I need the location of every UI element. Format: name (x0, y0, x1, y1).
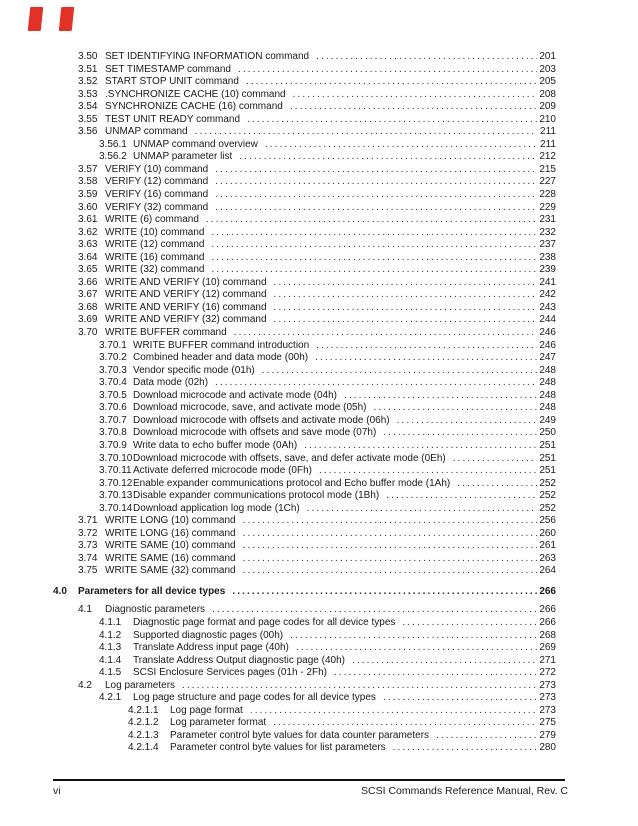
toc-entry-number: 3.70.11 (99, 465, 132, 477)
toc-entry-page: 246 (539, 327, 556, 339)
toc-entry (0, 139, 556, 152)
toc-entry (0, 553, 556, 566)
toc-entry-title: Download microcode with offsets and activate mode (06h) (133, 414, 390, 426)
toc-entry-number: 3.53 (78, 88, 98, 100)
toc-entry-page: 266 (539, 586, 556, 598)
dot-leader (289, 642, 537, 653)
toc-entry-number: 3.63 (78, 239, 98, 251)
toc-entry-title: WRITE BUFFER command introduction (133, 339, 310, 351)
toc-entry-title: WRITE (6) command (105, 214, 199, 226)
toc-entry-page: 264 (539, 565, 556, 577)
dot-leader (236, 565, 537, 576)
toc-entry-title: UNMAP parameter list (133, 151, 233, 163)
toc-entry (0, 377, 556, 390)
toc-entry (0, 264, 556, 277)
toc-entry-page: 227 (539, 176, 556, 188)
toc-entry-title: WRITE (12) command (105, 239, 205, 251)
toc-entry (0, 327, 556, 340)
toc-entry-number: 3.51 (78, 63, 98, 75)
toc-entry-number: 4.2 (78, 679, 92, 691)
toc-entry (0, 528, 556, 541)
dot-leader (376, 692, 537, 703)
toc-entry-page: 243 (539, 301, 556, 313)
toc-entry-page: 273 (539, 704, 556, 716)
toc-entry-page: 247 (539, 352, 556, 364)
toc-entry-title: WRITE (16) command (105, 251, 205, 263)
dot-leader (255, 365, 537, 376)
toc-entry-page: 209 (539, 101, 556, 113)
toc-entry-number: 4.0 (53, 586, 67, 598)
toc-entry-number: 3.70.7 (99, 414, 127, 426)
dot-leader (204, 264, 537, 275)
toc-entry-page: 228 (539, 189, 556, 201)
footer-divider (53, 779, 565, 781)
toc-entry-title: Download microcode with offsets and save mode (07h) (133, 427, 377, 439)
dot-leader (231, 64, 537, 75)
toc-entry-page: 256 (539, 515, 556, 527)
toc-entry-number: 3.57 (78, 163, 98, 175)
dot-leader (258, 139, 537, 150)
toc-entry (0, 667, 556, 680)
toc-entry-page: 260 (539, 527, 556, 539)
toc-entry-page: 229 (539, 201, 556, 213)
toc-entry-page: 252 (539, 477, 556, 489)
toc-entry-title: WRITE SAME (10) command (105, 540, 236, 552)
toc-entry-number: 4.2.1.4 (128, 742, 159, 754)
toc-entry-page: 203 (539, 63, 556, 75)
dot-leader (286, 89, 537, 100)
toc-entry (0, 515, 556, 528)
toc-entry-number: 4.1.4 (99, 654, 122, 666)
dot-leader (208, 377, 537, 388)
toc-entry-number: 3.58 (78, 176, 98, 188)
dot-leader (300, 503, 537, 514)
toc-entry-title: WRITE SAME (16) command (105, 552, 236, 564)
toc-entry-page: 252 (539, 490, 556, 502)
toc-entry-page: 251 (539, 439, 556, 451)
toc-entry-number: 3.56 (78, 126, 98, 138)
toc-entry-title: SET IDENTIFYING INFORMATION command (105, 51, 310, 62)
toc-entry-page: 261 (539, 540, 556, 552)
toc-entry (0, 314, 556, 327)
toc-entry-page: 248 (539, 364, 556, 376)
toc-entry-title: VERIFY (16) command (105, 189, 209, 201)
toc-entry-number: 3.73 (78, 540, 98, 552)
toc-entry-number: 4.1.1 (99, 616, 122, 628)
dot-leader (337, 390, 537, 401)
dot-leader (283, 630, 537, 641)
toc-entry-title: WRITE LONG (10) command (105, 515, 236, 527)
toc-entry (0, 151, 556, 164)
toc-entry-page: 248 (539, 389, 556, 401)
toc-entry (0, 465, 556, 478)
toc-entry-number: 3.70.12 (99, 477, 133, 489)
toc-entry-title: Log page structure and page codes for all device types (133, 692, 376, 704)
toc-entry-number: 3.70.13 (99, 490, 133, 502)
toc-entry (0, 164, 556, 177)
toc-entry-title: UNMAP command (105, 126, 188, 138)
toc-entry-title: START STOP UNIT command (105, 76, 239, 88)
dot-leader (376, 427, 537, 438)
toc-entry-title: Download application log mode (1Ch) (133, 502, 300, 514)
toc-entry-title: Disable expander communications protocol mode (1Bh) (133, 490, 380, 502)
dot-leader (283, 101, 537, 112)
toc-entry-number: 3.64 (78, 251, 98, 263)
toc-entry-page: 237 (539, 239, 556, 251)
toc-entry-page: 266 (539, 604, 556, 616)
toc-entry-title: WRITE AND VERIFY (16) command (105, 301, 267, 313)
toc-entry (0, 478, 556, 491)
dot-leader (309, 51, 537, 62)
toc-entry-page: 201 (539, 51, 556, 62)
toc-entry (0, 540, 556, 553)
toc-entry-title: SET TIMESTAMP command (105, 63, 231, 75)
toc-entry-number: 3.60 (78, 201, 98, 213)
toc-entry-number: 3.70.1 (99, 339, 127, 351)
red-annotation-marks (29, 7, 73, 31)
toc-entry-title: WRITE AND VERIFY (32) command (105, 314, 267, 326)
toc-entry-page: 251 (539, 465, 556, 477)
toc-entry-title: .SYNCHRONIZE CACHE (10) command (105, 88, 286, 100)
toc-entry-title: Translate Address input page (40h) (133, 642, 289, 654)
dot-leader (225, 586, 537, 597)
toc-entry (0, 692, 556, 705)
toc-entry-number: 3.71 (78, 515, 98, 527)
toc-entry (0, 680, 556, 693)
toc-entry-title: Log parameters (105, 679, 176, 691)
toc-entry-page: 275 (539, 717, 556, 729)
toc-entry-number: 3.70.6 (99, 402, 127, 414)
toc-entry (0, 742, 556, 755)
toc-entry-number: 3.50 (78, 51, 98, 62)
toc-entry (0, 427, 556, 440)
toc-entry (0, 202, 556, 215)
toc-entry-number: 4.2.1 (99, 692, 122, 704)
dot-leader (309, 340, 537, 351)
toc-entry (0, 503, 556, 516)
toc-entry-title: Download microcode and activate mode (04h) (133, 389, 337, 401)
toc-entry-title: Download microcode with offsets, save, and defer activate mode (0Eh) (133, 452, 446, 464)
toc-entry-page: 269 (539, 642, 556, 654)
toc-entry-title: Write data to echo buffer mode (0Ah) (133, 439, 298, 451)
toc-entry-title: Combined header and data mode (00h) (133, 352, 309, 364)
dot-leader (395, 617, 537, 628)
toc-entry-number: 4.2.1.2 (128, 717, 159, 729)
page-footer (53, 785, 568, 797)
toc-entry-page: 273 (539, 679, 556, 691)
toc-entry-page: 231 (539, 214, 556, 226)
toc-entry (0, 51, 556, 64)
toc-entry-title: SCSI Enclosure Services pages (01h - 2Fh) (133, 667, 327, 679)
toc-entry-page: 215 (539, 163, 556, 175)
dot-leader (390, 415, 537, 426)
dot-leader (267, 289, 537, 300)
toc-entry-number: 3.70.9 (99, 439, 127, 451)
toc-entry (0, 76, 556, 89)
toc-entry-number: 4.2.1.3 (128, 729, 159, 741)
toc-entry-number: 3.69 (78, 314, 98, 326)
toc-entry (0, 390, 556, 403)
toc-entry (0, 586, 556, 599)
toc-entry-title: Download microcode, save, and activate mode (05h) (133, 402, 367, 414)
toc-entry (0, 365, 556, 378)
footer-page-number: vi (53, 785, 61, 797)
toc-entry-title: VERIFY (10) command (105, 163, 209, 175)
dot-leader (243, 705, 537, 716)
toc-entry (0, 101, 556, 114)
toc-entry-number: 3.52 (78, 76, 98, 88)
toc-entry-number: 3.62 (78, 226, 98, 238)
red-annotation-mark (28, 7, 44, 31)
toc-entry-number: 3.56.1 (99, 138, 127, 150)
toc-entry-title: Log page format (170, 704, 243, 716)
toc-entry (0, 126, 556, 139)
dot-leader (175, 680, 537, 691)
toc-entry-title: TEST UNIT READY command (105, 113, 241, 125)
toc-entry-title: Parameter control byte values for data counter parameters (170, 729, 430, 741)
toc-entry-page: 210 (539, 113, 556, 125)
toc-entry (0, 730, 556, 743)
toc-entry-page: 272 (539, 667, 556, 679)
toc-entry-number: 3.55 (78, 113, 98, 125)
dot-leader (204, 227, 537, 238)
dot-leader (204, 239, 537, 250)
dot-leader (429, 730, 537, 741)
footer-document-title: SCSI Commands Reference Manual, Rev. C (361, 785, 568, 797)
toc-entry-title: WRITE (32) command (105, 264, 205, 276)
dot-leader (446, 453, 537, 464)
toc-entry-title: WRITE AND VERIFY (12) command (105, 289, 267, 301)
toc-entry (0, 277, 556, 290)
dot-leader (327, 667, 537, 678)
toc-entry-number: 3.54 (78, 101, 98, 113)
toc-entry (0, 453, 556, 466)
toc-entry (0, 189, 556, 202)
toc-entry-page: 211 (540, 126, 556, 138)
toc-entry-number: 3.70 (78, 327, 98, 339)
toc-entry-number: 3.70.2 (99, 352, 127, 364)
dot-leader (267, 314, 537, 325)
dot-leader (366, 402, 537, 413)
toc-entry-title: Vendor specific mode (01h) (133, 364, 255, 376)
toc-entry (0, 64, 556, 77)
toc-entry-title: Parameter control byte values for list parameters (170, 742, 386, 754)
toc-entry-title: WRITE BUFFER command (105, 327, 227, 339)
toc-entry-page: 242 (539, 289, 556, 301)
toc-entry-number: 3.68 (78, 301, 98, 313)
toc-entry-title: VERIFY (32) command (105, 201, 209, 213)
dot-leader (267, 302, 537, 313)
toc-entry (0, 227, 556, 240)
dot-leader (345, 655, 537, 666)
toc-entry (0, 402, 556, 415)
toc-entry-number: 3.67 (78, 289, 98, 301)
toc-entry-title: Enable expander communications protocol and Echo buffer mode (1Ah) (133, 477, 451, 489)
dot-leader (205, 604, 537, 615)
toc-entry-title: WRITE SAME (32) command (105, 565, 236, 577)
toc-entry (0, 340, 556, 353)
toc-entry-page: 246 (539, 339, 556, 351)
toc-entry-page: 268 (539, 629, 556, 641)
dot-leader (208, 202, 537, 213)
toc-entry-number: 3.61 (78, 214, 98, 226)
toc-entry-number: 3.75 (78, 565, 98, 577)
toc-entry-title: Diagnostic page format and page codes for all device types (133, 616, 396, 628)
toc-entry (0, 302, 556, 315)
toc-entry-page: 239 (539, 264, 556, 276)
toc-entry-page: 248 (539, 377, 556, 389)
toc-entry (0, 717, 556, 730)
toc-entry-page: 249 (539, 414, 556, 426)
toc-entry-page: 232 (539, 226, 556, 238)
toc-entry-title: Translate Address Output diagnostic page (40h) (133, 654, 345, 666)
toc-entry-page: 252 (539, 502, 556, 514)
toc-entry (0, 114, 556, 127)
toc-entry (0, 440, 556, 453)
toc-entry-number: 3.70.4 (99, 377, 127, 389)
toc-entry-page: 238 (539, 251, 556, 263)
toc-entry-title: Data mode (02h) (133, 377, 209, 389)
toc-entry-page: 250 (539, 427, 556, 439)
toc-entry (0, 642, 556, 655)
toc-entry-title: UNMAP command overview (133, 138, 258, 150)
toc-entry-number: 4.1 (78, 604, 92, 616)
toc-entry-page: 244 (539, 314, 556, 326)
toc-entry-title: SYNCHRONIZE CACHE (16) command (105, 101, 283, 113)
toc-entry-title: WRITE AND VERIFY (10) command (105, 276, 267, 288)
toc-entry (0, 655, 556, 668)
dot-leader (450, 478, 537, 489)
dot-leader (236, 528, 537, 539)
toc-entry (0, 239, 556, 252)
toc-entry-number: 4.1.3 (99, 642, 122, 654)
toc-entry-number: 3.70.10 (99, 452, 133, 464)
table-of-contents (0, 51, 556, 755)
toc-entry-number: 3.70.5 (99, 389, 127, 401)
dot-leader (267, 277, 537, 288)
toc-entry-number: 3.56.2 (99, 151, 127, 163)
toc-entry-page: 241 (539, 276, 556, 288)
toc-entry-title: Log parameter format (170, 717, 267, 729)
toc-entry-page: 279 (539, 729, 556, 741)
dot-leader (386, 742, 537, 753)
toc-entry-number: 4.1.2 (99, 629, 122, 641)
toc-entry-page: 273 (539, 692, 556, 704)
toc-entry-number: 4.1.5 (99, 667, 122, 679)
dot-leader (199, 214, 537, 225)
toc-entry-title: WRITE (10) command (105, 226, 205, 238)
dot-leader (312, 465, 537, 476)
toc-entry-page: 208 (539, 88, 556, 100)
dot-leader (297, 440, 537, 451)
dot-leader (240, 114, 537, 125)
toc-entry-number: 3.59 (78, 189, 98, 201)
toc-entry-number: 3.65 (78, 264, 98, 276)
toc-entry-title: Activate deferred microcode mode (0Fh) (133, 465, 312, 477)
dot-leader (236, 553, 537, 564)
dot-leader (208, 164, 537, 175)
toc-entry (0, 490, 556, 503)
toc-entry-number: 3.72 (78, 527, 98, 539)
toc-entry-number: 3.70.8 (99, 427, 127, 439)
dot-leader (236, 540, 537, 551)
toc-entry (0, 289, 556, 302)
toc-entry-page: 251 (539, 452, 556, 464)
dot-leader (239, 76, 537, 87)
toc-entry-page: 263 (539, 552, 556, 564)
toc-entry (0, 252, 556, 265)
toc-entry-number: 4.2.1.1 (128, 704, 159, 716)
toc-entry-page: 248 (539, 402, 556, 414)
toc-entry (0, 565, 556, 578)
toc-entry-number: 3.74 (78, 552, 98, 564)
red-annotation-mark (59, 7, 75, 31)
toc-entry (0, 89, 556, 102)
toc-entry-page: 212 (539, 151, 556, 163)
toc-entry-title: Diagnostic parameters (105, 604, 206, 616)
toc-entry (0, 705, 556, 718)
dot-leader (236, 515, 537, 526)
toc-entry-number: 3.66 (78, 276, 98, 288)
toc-entry-number: 3.70.3 (99, 364, 127, 376)
toc-entry-page: 266 (539, 616, 556, 628)
toc-entry-title: WRITE LONG (16) command (105, 527, 236, 539)
dot-leader (266, 717, 537, 728)
toc-entry-number: 3.70.14 (99, 502, 133, 514)
dot-leader (308, 352, 537, 363)
dot-leader (379, 490, 537, 501)
toc-entry (0, 176, 556, 189)
dot-leader (204, 252, 537, 263)
toc-entry (0, 604, 556, 617)
dot-leader (227, 327, 537, 338)
dot-leader (208, 189, 537, 200)
toc-entry-page: 205 (539, 76, 556, 88)
toc-entry (0, 214, 556, 227)
dot-leader (208, 176, 537, 187)
toc-entry-title: VERIFY (12) command (105, 176, 209, 188)
toc-entry-title: Supported diagnostic pages (00h) (133, 629, 284, 641)
dot-leader (232, 151, 537, 162)
toc-entry-page: 271 (539, 654, 556, 666)
toc-entry (0, 352, 556, 365)
toc-entry-page: 280 (539, 742, 556, 754)
toc-entry (0, 617, 556, 630)
toc-entry-title: Parameters for all device types (78, 586, 226, 598)
toc-entry-page: 211 (540, 138, 556, 150)
dot-leader (188, 126, 537, 137)
toc-entry (0, 415, 556, 428)
toc-entry (0, 630, 556, 643)
